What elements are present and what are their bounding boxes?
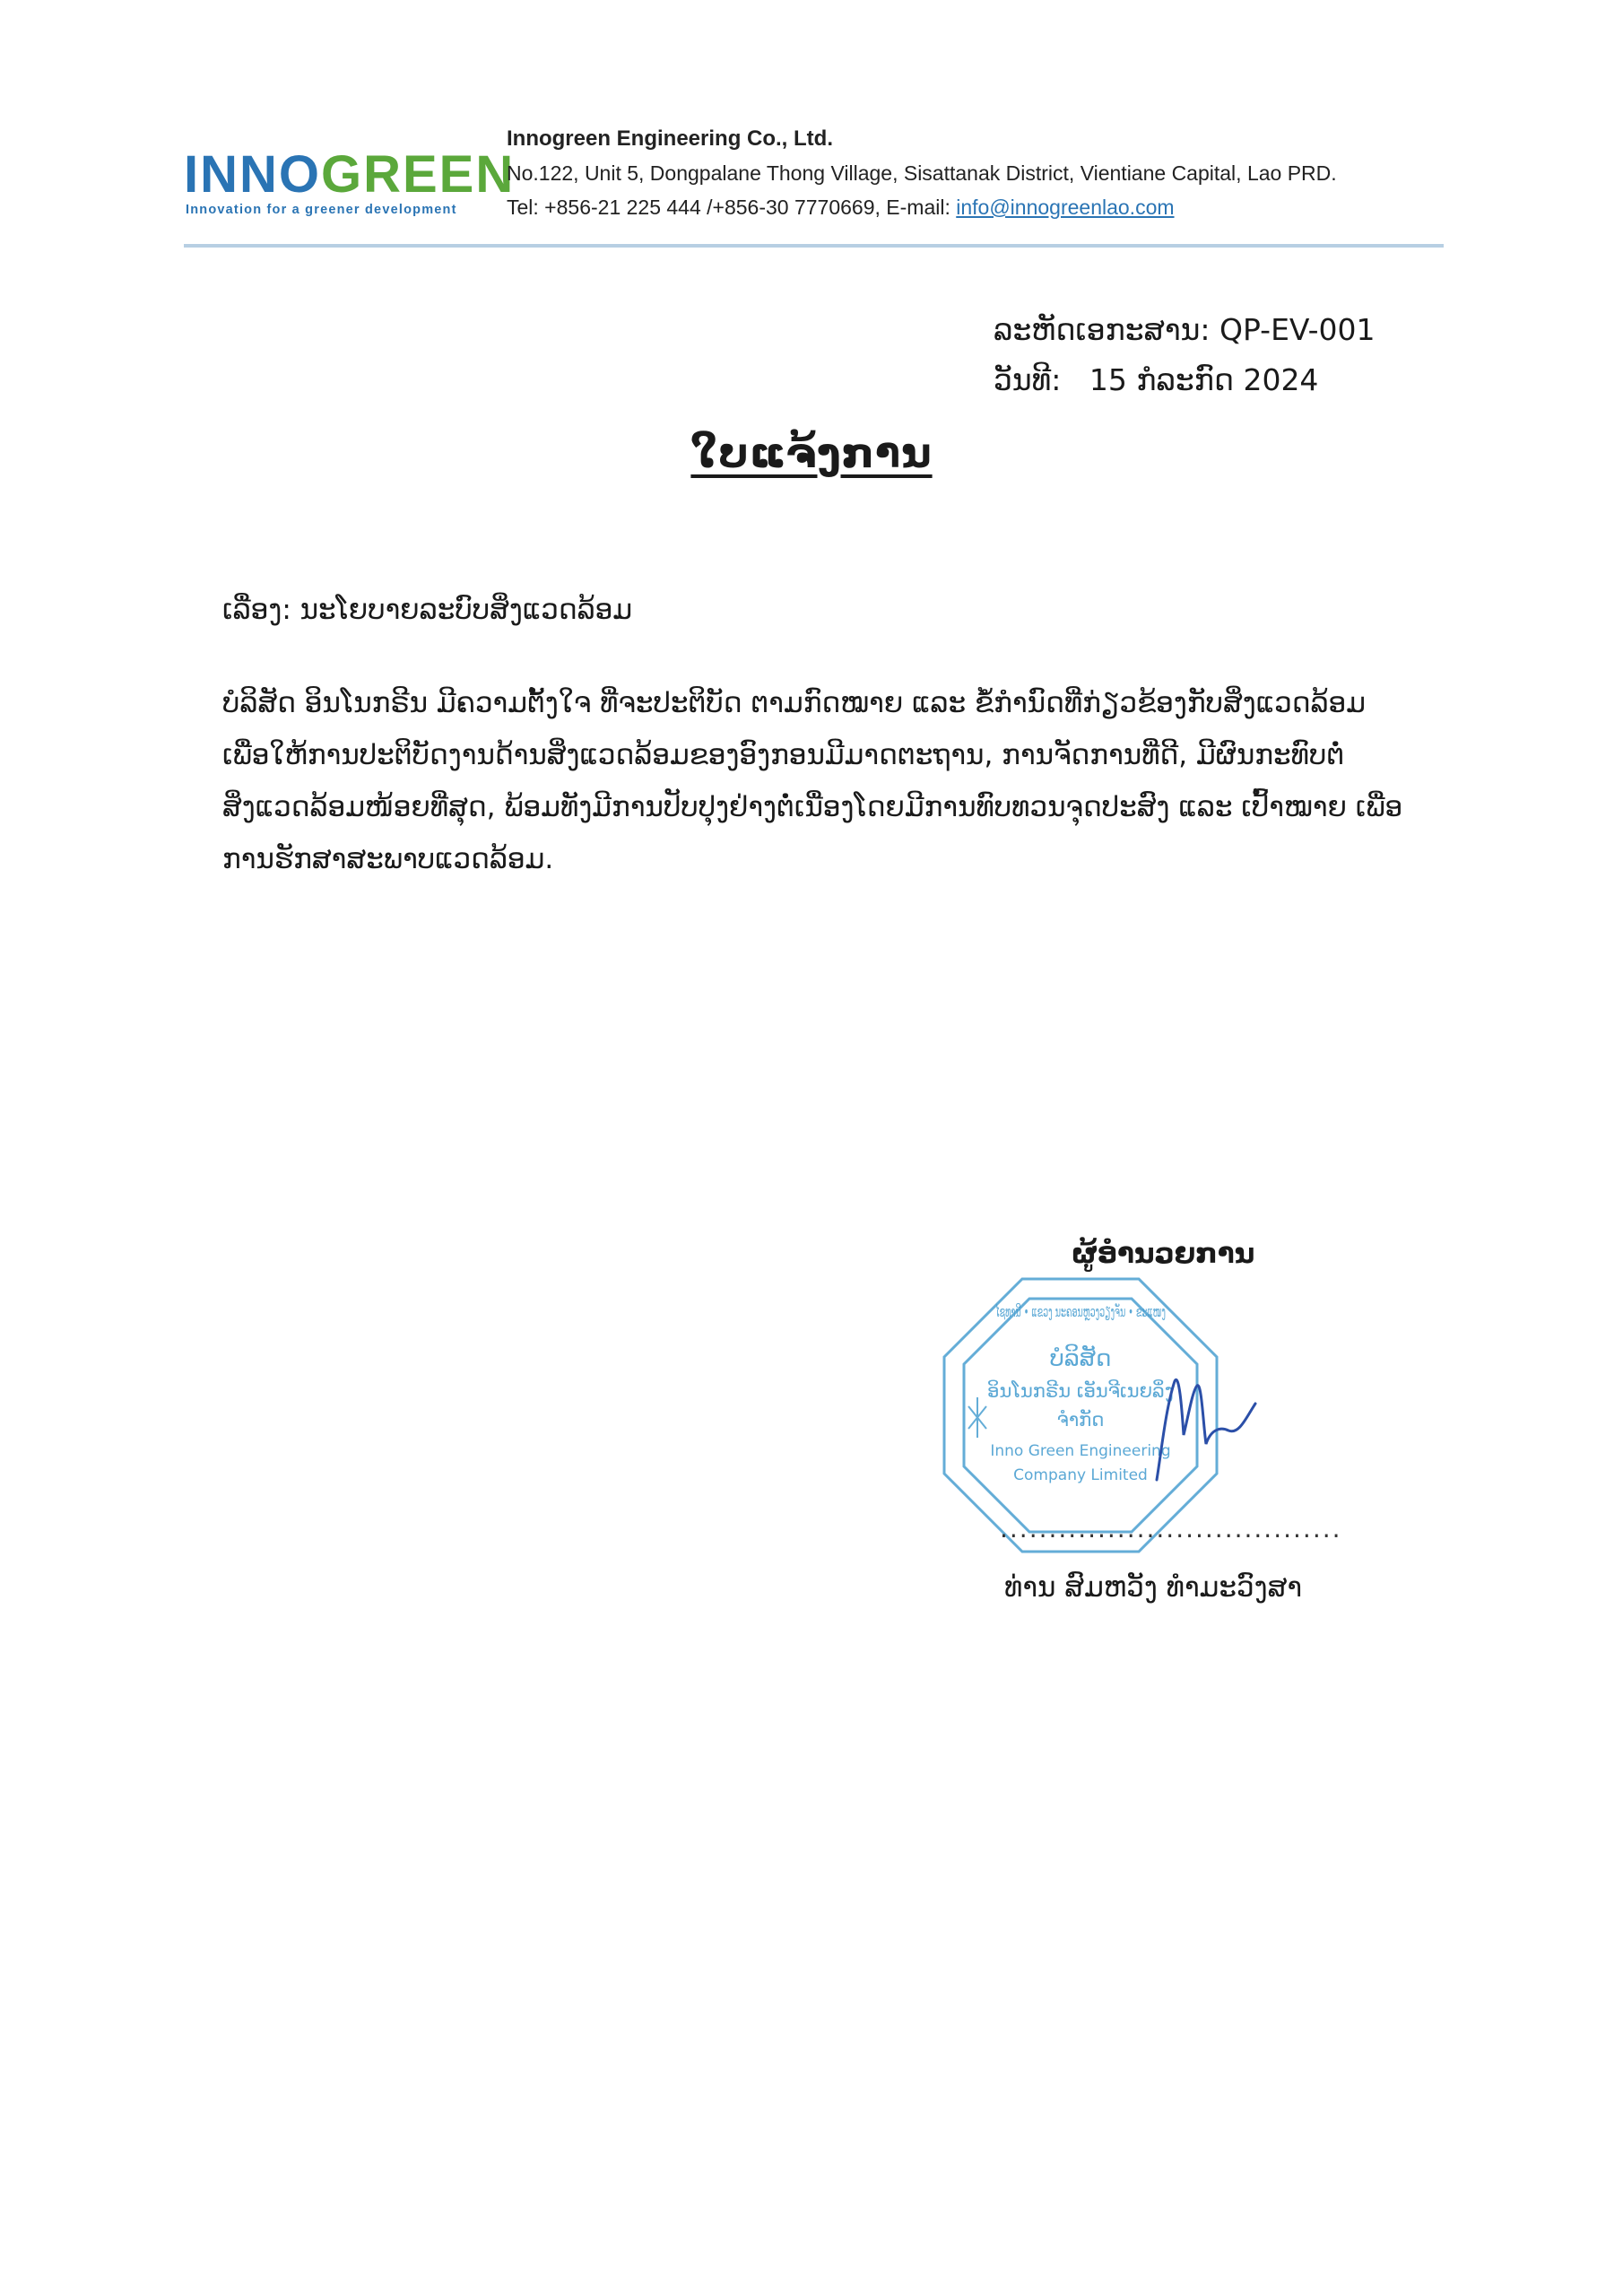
- handwritten-signature: [1139, 1354, 1264, 1489]
- body-line: ການຮັກສາສະພາບແວດລ້ອມ.: [222, 843, 554, 875]
- header-divider: [184, 244, 1444, 248]
- stamp-ring-text: ໄຊທານີ • ແຂວງ ນະຄອນຫຼວງວຽງຈັນ • ຂະແໜງ: [995, 1303, 1166, 1320]
- stamp-text-line3: ຈຳກັດ: [1056, 1409, 1105, 1431]
- company-email-link[interactable]: info@innogreenlao.com: [956, 196, 1175, 219]
- company-logo: [184, 133, 516, 222]
- document-code-label: ລະຫັດເອກະສານ:: [994, 312, 1211, 347]
- company-contact: [507, 190, 1337, 224]
- document-body: [222, 677, 1406, 885]
- document-code-row: [994, 305, 1375, 355]
- stamp-text-line1: ບໍລິສັດ: [1049, 1345, 1112, 1372]
- stamp-emblem-icon: [968, 1397, 986, 1438]
- document-meta: [994, 305, 1375, 405]
- signatory-name: ທ່ານ ສົມຫວັງ ທຳມະວົງສາ: [1004, 1571, 1303, 1604]
- stamp-text-line2: ອິນໂນກຣີນ ເອັນຈີເນຍລິ່ງ: [987, 1380, 1174, 1402]
- document-date: 15 ກໍລະກົດ 2024: [1089, 362, 1319, 397]
- logo-text-green: GREEN: [321, 145, 516, 204]
- document-code: QP-EV-001: [1219, 312, 1376, 347]
- body-line: ບໍລິສັດ ອິນໂນກຣີນ ມີຄວາມຕັ້ງໃຈ ທີ່ຈະປະຕິບັດ ຕາມກົດໝາຍ ແລະ ຂໍ້ກຳນົດທີ່ກ່ຽວຂ້ອງກັບສິ່ງແວດລ້ອມ: [222, 687, 1366, 719]
- document-subject: ເລື່ອງ: ນະໂຍບາຍລະບົບສິ່ງແວດລ້ອມ: [222, 594, 633, 626]
- company-phone: Tel: +856-21 225 444 /+856-30 7770669, E-mail:: [507, 196, 957, 219]
- body-line: ສິ່ງແວດລ້ອມໜ້ອຍທີ່ສຸດ, ພ້ອມທັງມີການປັບປຸງຢ່າງຕໍ່ເນື່ອງໂດຍມີການທົບທວນຈຸດປະສົງ ແລະ ເປົ້າໝາຍ ເພື່ອ: [222, 791, 1403, 823]
- company-name: Innogreen Engineering Co., Ltd.: [507, 126, 833, 151]
- document-date-row: [994, 355, 1375, 405]
- stamp-text-line5: Company Limited: [1013, 1466, 1148, 1484]
- logo-text-inno: INNO: [184, 145, 321, 204]
- company-address: No.122, Unit 5, Dongpalane Thong Village, Sisattanak District, Vientiane Capital, Lao PRD.: [507, 161, 1337, 185]
- signatory-title: ຜູ້ອຳນວຍການ: [1072, 1238, 1255, 1270]
- stamp-text-line4: Inno Green Engineering: [990, 1442, 1171, 1460]
- body-line: ເພື່ອໃຫ້ການປະຕິບັດງານດ້ານສິ່ງແວດລ້ອມຂອງອົງກອນມີມາດຕະຖານ, ການຈັດການທີ່ດີ, ມີຜົນກະທົບຕໍ່: [222, 739, 1345, 771]
- signature-line: ...................................: [1000, 1514, 1342, 1544]
- company-details: [507, 122, 1337, 224]
- logo-tagline: Innovation for a greener development: [186, 203, 457, 217]
- document-date-label: ວັນທີ:: [994, 362, 1062, 397]
- document-title: ໃບແຈ້ງການ: [690, 429, 933, 477]
